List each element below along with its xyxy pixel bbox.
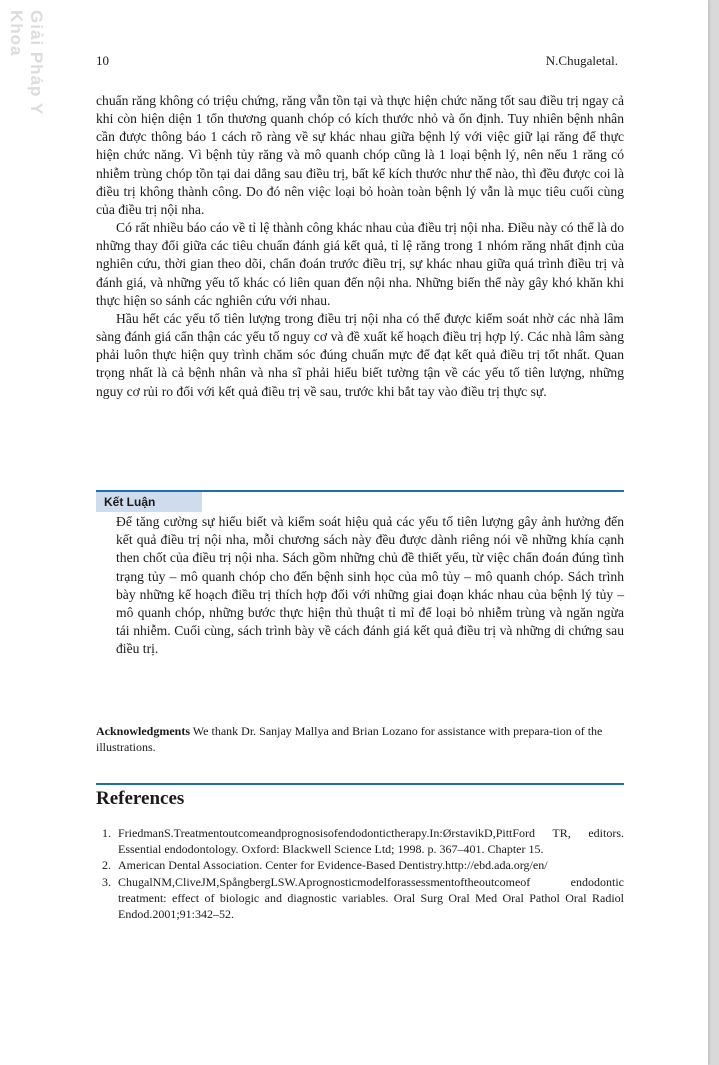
reference-item: [96, 874, 624, 923]
acknowledgments: [96, 723, 624, 755]
reference-text: ChugalNM,CliveJM,SpångbergLSW.Aprognosticmodelforassessmentoftheoutcomeof endodontic treatment: effect of biologic and diagnostic variables. Oral Surg Oral Med Oral Pathol Oral Radiol Endod.2001;91:342–52.: [118, 874, 624, 922]
references-list: [96, 825, 624, 922]
body-text: [96, 92, 624, 401]
reference-number: 1.: [102, 826, 111, 840]
acknowledgments-label: Acknowledgments: [96, 724, 191, 738]
reference-text: American Dental Association. Center for Evidence-Based Dentistry.http://ebd.ada.org/en/: [118, 858, 548, 873]
acknowledgments-text: We thank Dr. Sanjay Mallya and Brian Lozano for assistance with prepara-tion of the illustrations.: [96, 724, 603, 754]
references-divider: [96, 783, 624, 785]
reference-item: [96, 857, 624, 873]
reference-number: 3.: [102, 874, 111, 889]
body-paragraph: Có rất nhiều báo cáo về tỉ lệ thành công khác nhau của điều trị nội nha. Điều này có thể là do những thay đổi giữa các tiêu chuẩn đánh giá kết quả, tỉ lệ răng trong 1 nhóm răng nhất định của nghiên cứu, thời gian theo dõi, chẩn đoán trước điều trị, sự khác nhau giữa quá trình điều trị và đánh giá, và những yếu tố khác có liên quan đến nội nha. Những biến thể này gây khó khăn khi thực hiện so sánh các nghiên cứu với nhau.: [96, 220, 624, 308]
conclusion-text: [116, 513, 624, 659]
reference-item: [96, 825, 624, 857]
body-paragraph: chuẩn răng không có triệu chứng, răng vẫn tồn tại và thực hiện chức năng tốt sau điều trị ngay cả khi còn hiện diện 1 tổn thương quanh chóp có kích thước nhỏ và ổn định. Tuy nhiên bệnh nhân cần được thông báo 1 cách rõ ràng về sự khác nhau giữa bệnh lý với việc giữ lại răng để thực hiện chức năng. Vì bệnh tủy răng và mô quanh chóp cũng là 1 loại bệnh lý, nên nếu 1 răng có nhiễm trùng chóp tồn tại dai dẳng sau điều trị, bất kể kích thước như thế nào, thì đều được coi là điều trị không thành công. Do đó nên việc loại bỏ hoàn toàn bệnh lý vẫn là mục tiêu cuối cùng của điều trị nội nha.: [96, 93, 624, 217]
reference-text: FriedmanS.Treatmentoutcomeandprognosisofendodontictherapy.In:ØrstavikD,PittFord TR, editors. Essential endodontology. Oxford: Blackwell Science Ltd; 1998. p. 367–401. Chapter 15.: [118, 826, 624, 857]
page-header: [96, 53, 618, 69]
body-paragraph: Hầu hết các yếu tố tiên lượng trong điều trị nội nha có thể được kiểm soát nhờ các nhà lâm sàng đánh giá cẩn thận các yếu tố nguy cơ và đề xuất kế hoạch điều trị hợp lý. Các nhà lâm sàng phải luôn thực hiện quy trình chăm sóc đúng chuẩn mực để đạt kết quả điều trị tốt nhất. Quan trọng nhất là cả bệnh nhân và nha sĩ phải hiểu biết tường tận về các yếu tố tiên lượng, những nguy cơ rủi ro đối với kết quả điều trị về sau, trước khi bắt tay vào điều trị thực sự.: [96, 310, 624, 399]
page-number: 10: [96, 53, 109, 68]
reference-number: 2.: [102, 858, 111, 873]
references-title: References: [96, 788, 185, 809]
conclusion-paragraph: Để tăng cường sự hiểu biết và kiểm soát hiệu quả các yếu tố tiên lượng gây ảnh hưởng đến kết quả điều trị nội nha, mỗi chương sách này đều được dành riêng nói về những khía cạnh then chốt của điều trị nội nha. Sách gồm những chủ đề thiết yếu, từ việc chẩn đoán đúng tình trạng tủy – mô quanh chóp cho đến bệnh sinh học của mô tủy – mô quanh chóp. Sách trình bày những kế hoạch điều trị thích hợp đối với những giai đoạn khác nhau của bệnh lý tủy – mô quanh chóp, những bước thực hiện thủ thuật tỉ mỉ để loại bỏ nhiễm trùng và ngăn ngừa tái nhiễm. Cuối cùng, sách trình bày về cách đánh giá kết quả điều trị và những di chứng sau điều trị.: [116, 514, 624, 657]
conclusion-heading: Kết Luận: [96, 492, 202, 512]
running-author: N.Chugaletal.: [545, 53, 618, 68]
watermark: Giải Pháp Y Khoa: [7, 10, 46, 115]
